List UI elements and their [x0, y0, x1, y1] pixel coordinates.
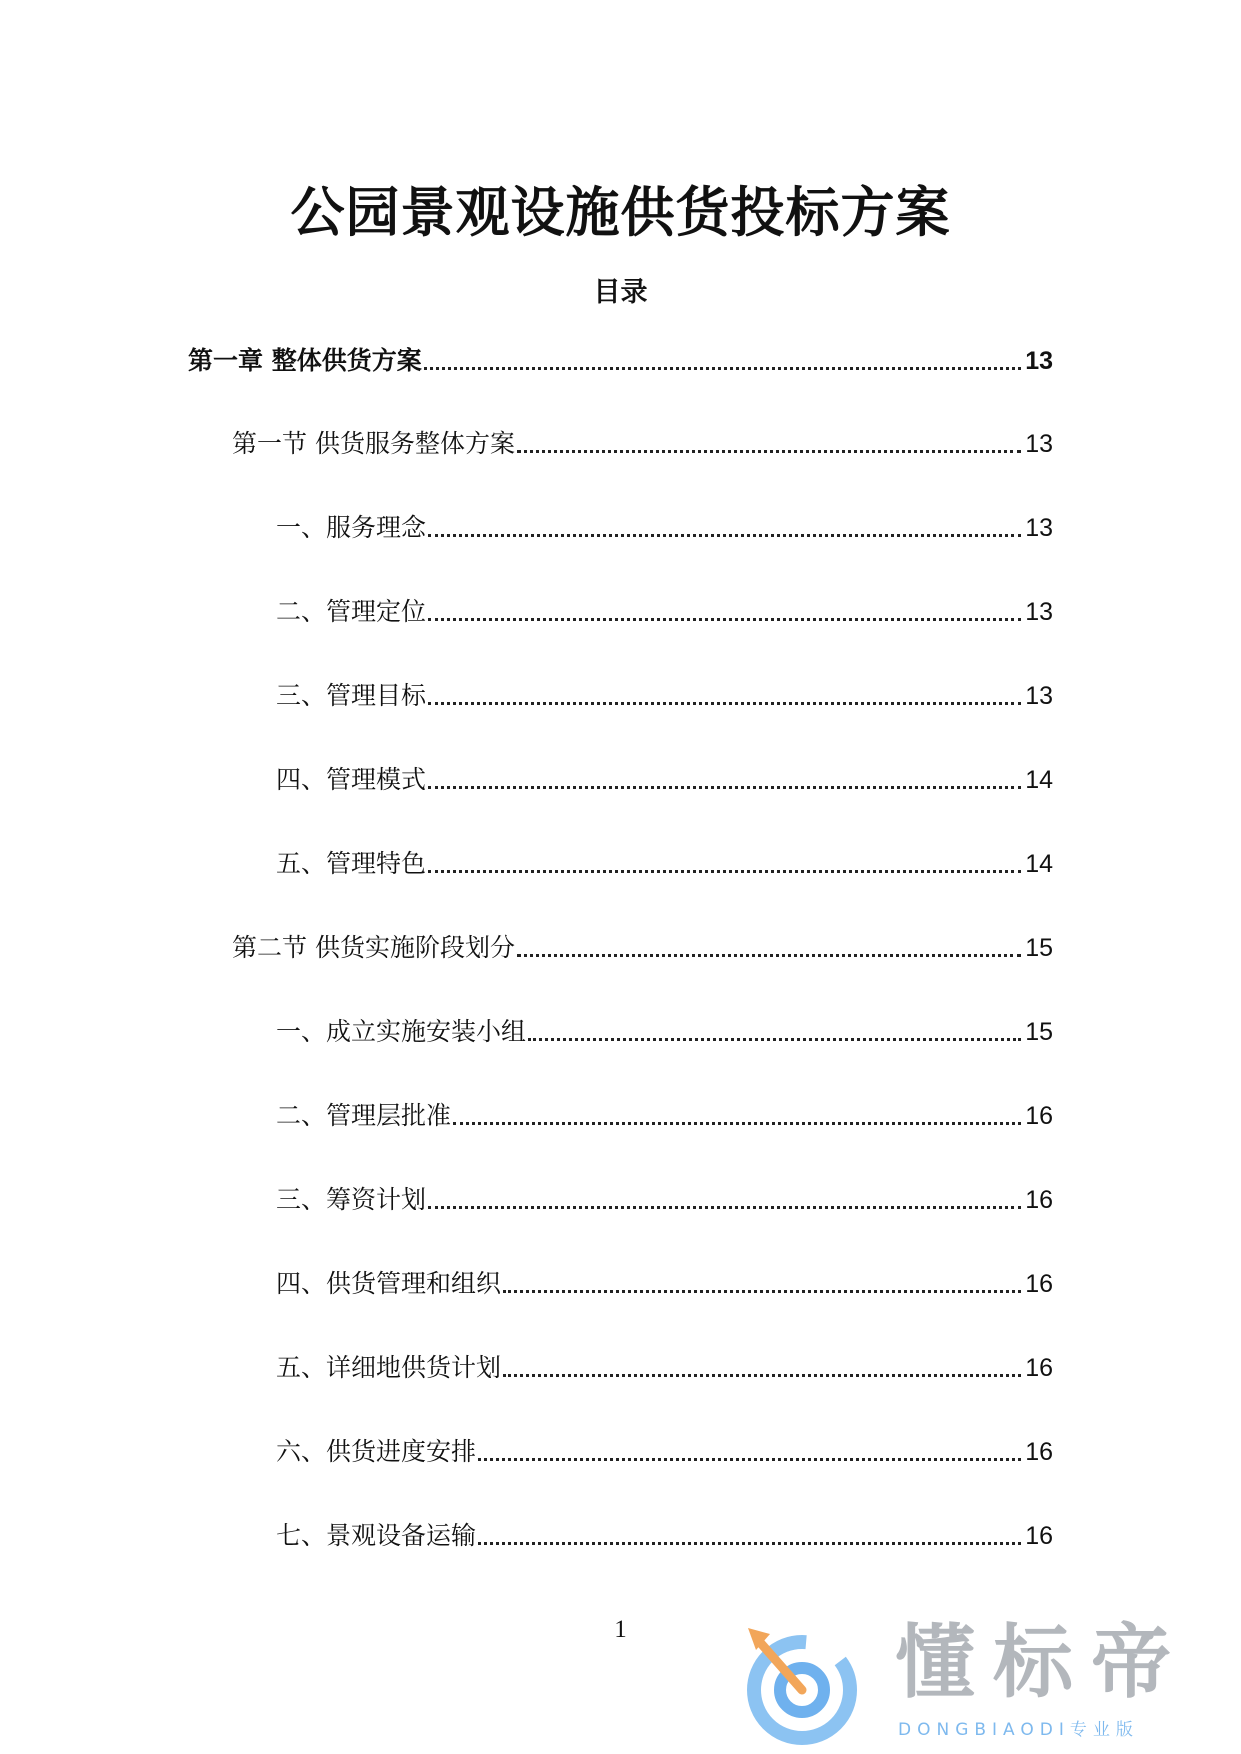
toc-leader-dots: [428, 786, 1021, 789]
toc-entry-page: 15: [1025, 934, 1053, 962]
toc-leader-dots: [503, 1290, 1021, 1293]
watermark-subtitle: DONGBIAODI专业版: [898, 1720, 1139, 1740]
toc-leader-dots: [428, 1206, 1021, 1209]
toc-entry-page: 16: [1025, 1438, 1053, 1466]
toc-leader-dots: [528, 1038, 1021, 1041]
toc-entry-page: 15: [1025, 1018, 1053, 1046]
toc-entry-page: 16: [1025, 1354, 1053, 1382]
toc-entry-label: 一、服务理念: [276, 513, 427, 542]
toc-entry-page: 16: [1025, 1186, 1053, 1214]
toc-entry[interactable]: [276, 673, 1053, 713]
toc-entry-page: 16: [1025, 1270, 1053, 1298]
toc-heading: 目录: [593, 277, 648, 308]
toc-entry-label: 四、供货管理和组织: [276, 1269, 502, 1298]
toc-entry-label: 第一节 供货服务整体方案: [232, 429, 515, 458]
toc-entry[interactable]: [232, 925, 1053, 965]
toc-entry-label: 第一章 整体供货方案: [188, 346, 422, 375]
toc-leader-dots: [453, 1122, 1021, 1125]
toc-leader-dots: [428, 870, 1021, 873]
toc-entry[interactable]: [188, 338, 1053, 378]
toc-entry-page: 13: [1025, 682, 1053, 710]
toc-entry-label: 五、管理特色: [276, 849, 427, 878]
toc-leader-dots: [517, 450, 1021, 453]
toc-entry-page: 16: [1025, 1522, 1053, 1550]
toc-entry-page: 13: [1025, 430, 1053, 458]
toc-entry-page: 13: [1025, 514, 1053, 542]
watermark: [740, 1600, 1220, 1750]
toc-leader-dots: [517, 954, 1021, 957]
page-number: 1: [614, 1616, 627, 1643]
toc-entry-page: 13: [1025, 598, 1053, 626]
toc-entry-label: 二、管理定位: [276, 597, 427, 626]
toc-entry-label: 七、景观设备运输: [276, 1521, 477, 1550]
toc-entry-label: 四、管理模式: [276, 765, 427, 794]
toc-leader-dots: [428, 534, 1021, 537]
toc-entry-label: 三、筹资计划: [276, 1185, 427, 1214]
toc-entry[interactable]: [276, 505, 1053, 545]
toc-entry-page: 16: [1025, 1102, 1053, 1130]
toc-entry-label: 第二节 供货实施阶段划分: [232, 933, 515, 962]
toc-entry-label: 五、详细地供货计划: [276, 1353, 502, 1382]
toc-entry[interactable]: [276, 1261, 1053, 1301]
toc-leader-dots: [424, 367, 1021, 370]
toc-entry[interactable]: [276, 841, 1053, 881]
toc-entry[interactable]: [276, 1177, 1053, 1217]
toc-entry[interactable]: [276, 1009, 1053, 1049]
toc-entry-label: 一、成立实施安装小组: [276, 1017, 527, 1046]
toc-entry[interactable]: [276, 1513, 1053, 1553]
toc-entry[interactable]: [276, 589, 1053, 629]
watermark-brand: 懂标帝: [895, 1616, 1189, 1709]
toc-leader-dots: [478, 1542, 1021, 1545]
toc-leader-dots: [428, 618, 1021, 621]
toc-entry-page: 14: [1025, 850, 1053, 878]
toc-entry[interactable]: [276, 757, 1053, 797]
toc-entry-page: 14: [1025, 766, 1053, 794]
document-title: 公园景观设施供货投标方案: [290, 181, 951, 244]
toc-entry[interactable]: [276, 1345, 1053, 1385]
toc-entry-label: 三、管理目标: [276, 681, 427, 710]
target-arrow-logo-icon: [740, 1600, 870, 1750]
toc-entry[interactable]: [276, 1429, 1053, 1469]
toc-entry-label: 六、供货进度安排: [276, 1437, 477, 1466]
toc-leader-dots: [428, 702, 1021, 705]
toc-entry-label: 二、管理层批准: [276, 1101, 452, 1130]
toc-entry[interactable]: [276, 1093, 1053, 1133]
toc-leader-dots: [478, 1458, 1021, 1461]
toc-leader-dots: [503, 1374, 1021, 1377]
toc-entry-page: 13: [1025, 347, 1053, 375]
toc-entry[interactable]: [232, 421, 1053, 461]
